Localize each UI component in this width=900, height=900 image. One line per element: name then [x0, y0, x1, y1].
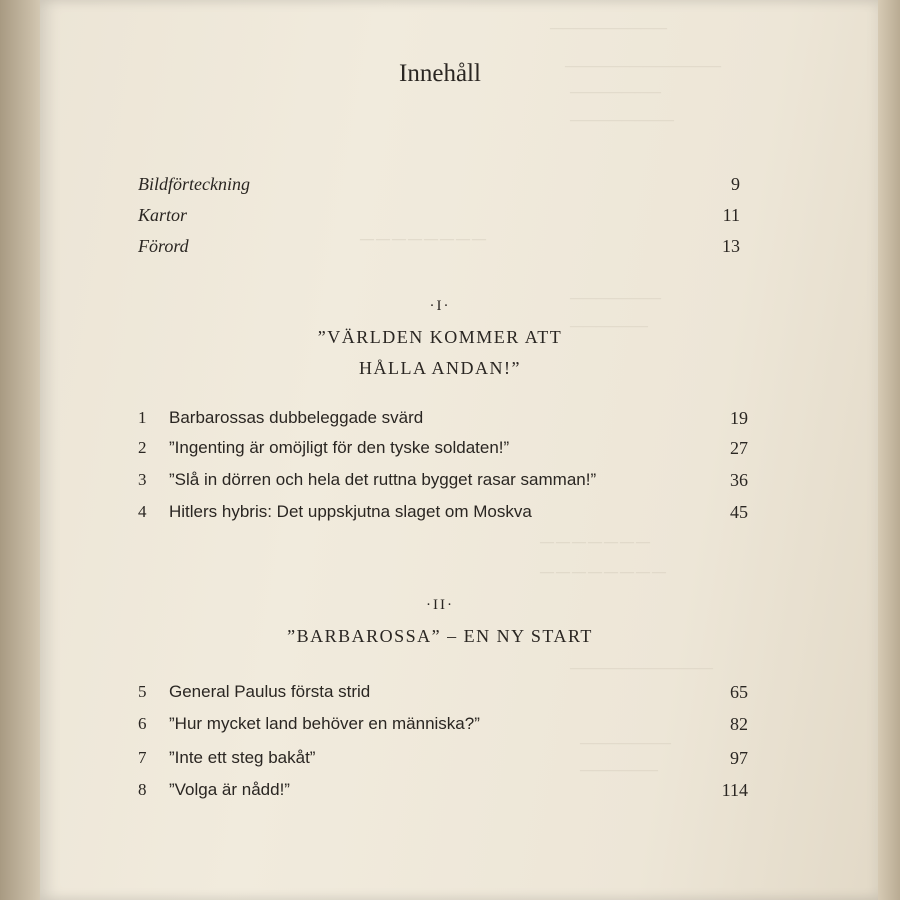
toc-chapter-entry: [138, 502, 748, 526]
part-numeral: ·II·: [426, 597, 454, 613]
show-through-text: ―――――――: [570, 84, 661, 99]
chapter-number: 8: [138, 780, 147, 799]
part-title-line: ”VÄRLDEN KOMMER ATT: [317, 327, 563, 347]
chapter-title: ”Ingenting är omöjligt för den tyske soldaten!”: [169, 438, 510, 457]
chapter-title: Hitlers hybris: Det uppskjutna slaget om Moskva: [169, 502, 532, 521]
chapter-title: ”Volga är nådd!”: [169, 780, 290, 799]
chapter-number: 7: [138, 748, 147, 767]
chapter-title: Barbarossas dubbeleggade svärd: [169, 408, 424, 427]
toc-chapter-entry: [138, 438, 748, 462]
show-through-text: ――――――――: [360, 232, 488, 247]
book-spine-shadow: [0, 0, 44, 900]
show-through-text: ―――――――: [570, 290, 661, 305]
toc-chapter-entry: [138, 408, 748, 432]
chapter-page: 27: [730, 438, 748, 458]
chapter-page: 45: [730, 502, 748, 522]
show-through-text: ――――――――: [540, 565, 668, 580]
toc-front-entry: [138, 174, 740, 198]
show-through-text: ――――――――――――: [565, 58, 721, 73]
chapter-number: 5: [138, 682, 147, 701]
chapter-title: ”Hur mycket land behöver en människa?”: [169, 714, 480, 733]
chapter-number: 2: [138, 438, 147, 457]
part-title-line: ”BARBAROSSA” – EN NY START: [287, 626, 593, 646]
page-title: Innehåll: [399, 60, 481, 87]
part-title-line: HÅLLA ANDAN!”: [359, 358, 521, 378]
chapter-title: ”Inte ett steg bakåt”: [169, 748, 316, 767]
toc-chapter-entry: [138, 748, 748, 772]
chapter-page: 82: [730, 714, 748, 734]
front-entry-page: 11: [722, 205, 740, 225]
show-through-text: ―――――――: [580, 735, 671, 750]
toc-chapter-entry: [138, 714, 748, 738]
part-numeral: ·I·: [429, 298, 451, 314]
toc-chapter-entry: [138, 682, 748, 706]
toc-front-entry: [138, 205, 740, 229]
chapter-page: 97: [730, 748, 748, 768]
front-entry-label: Kartor: [138, 205, 188, 225]
chapter-page: 19: [730, 408, 748, 428]
show-through-text: ――――――: [570, 318, 648, 333]
page-edge: [878, 0, 900, 900]
chapter-number: 3: [138, 470, 147, 489]
toc-chapter-entry: [138, 780, 748, 804]
toc-front-entry: [138, 236, 740, 260]
chapter-title: ”Slå in dörren och hela det ruttna bygget rasar samman!”: [169, 470, 597, 489]
chapter-number: 4: [138, 502, 147, 521]
front-entry-label: Bildförteckning: [138, 174, 250, 194]
show-through-text: ―――――――――: [550, 20, 667, 35]
show-through-text: ――――――: [580, 762, 658, 777]
front-entry-page: 13: [722, 236, 740, 256]
toc-chapter-entry: [138, 470, 748, 494]
chapter-page: 65: [730, 682, 748, 702]
show-through-text: ―――――――: [540, 535, 652, 550]
front-entry-label: Förord: [138, 236, 189, 256]
chapter-page: 114: [721, 780, 748, 800]
show-through-text: ――――――――: [570, 112, 674, 127]
chapter-title: General Paulus första strid: [169, 682, 371, 701]
chapter-page: 36: [730, 470, 748, 490]
front-entry-page: 9: [731, 174, 740, 194]
chapter-number: 1: [138, 408, 147, 427]
chapter-number: 6: [138, 714, 147, 733]
show-through-text: ―――――――――――: [570, 660, 713, 675]
